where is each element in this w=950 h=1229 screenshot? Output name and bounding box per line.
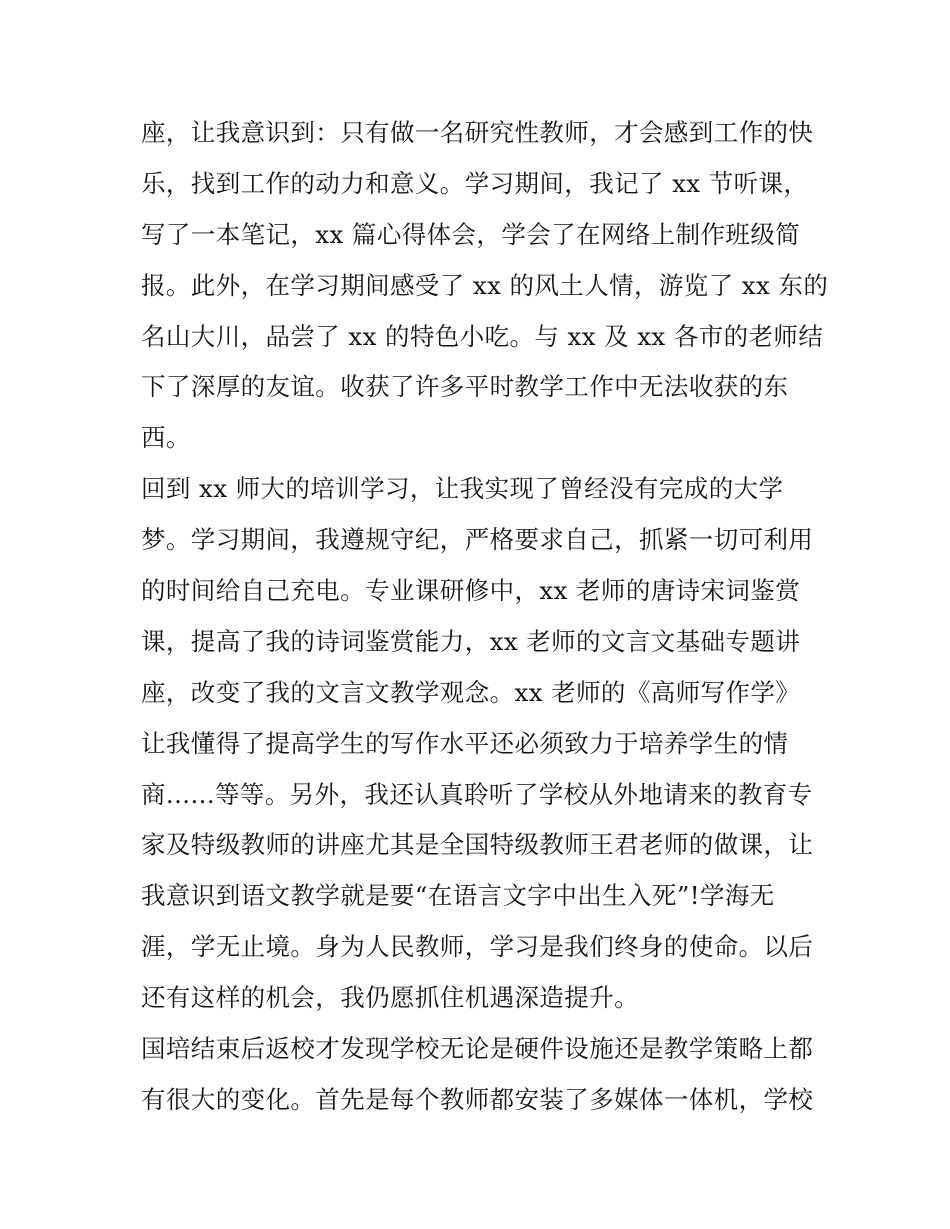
text-line: 还有这样的机会，我仍愿抓住机遇深造提升。 — [141, 983, 639, 1013]
text-line: 座，改变了我的文言文教学观念。xx 老师的《高师写作学》 — [141, 677, 801, 707]
text-line: 我意识到语文教学就是要“在语言文字中出生入死”!学海无 — [141, 881, 775, 911]
body-text — [141, 108, 829, 1126]
text-line: 让我懂得了提高学生的写作水平还必须致力于培养学生的情 — [141, 728, 789, 758]
text-line: 的时间给自己充电。专业课研修中，xx 老师的唐诗宋词鉴赏 — [141, 576, 801, 606]
text-line: 回到 xx 师大的培训学习，让我实现了曾经没有完成的大学 — [141, 474, 784, 504]
text-line: 下了深厚的友谊。收获了许多平时教学工作中无法收获的东 — [141, 372, 789, 402]
text-line: 写了一本笔记，xx 篇心得体会，学会了在网络上制作班级简 — [141, 219, 801, 249]
text-line: 涯，学无止境。身为人民教师，学习是我们终身的使命。以后 — [141, 932, 814, 962]
text-line: 梦。学习期间，我遵规守纪，严格要求自己，抓紧一切可利用 — [141, 525, 814, 555]
text-line: 家及特级教师的讲座尤其是全国特级教师王君老师的做课，让 — [141, 830, 814, 860]
text-line: 名山大川，品尝了 xx 的特色小吃。与 xx 及 xx 各市的老师结 — [141, 321, 824, 351]
text-line: 课，提高了我的诗词鉴赏能力，xx 老师的文言文基础专题讲 — [141, 626, 801, 656]
text-line: 乐，找到工作的动力和意义。学习期间，我记了 xx 节听课， — [141, 168, 809, 198]
text-line: 国培结束后返校才发现学校无论是硬件设施还是教学策略上都 — [141, 1034, 814, 1064]
text-line: 西。 — [141, 423, 191, 453]
text-line: 报。此外，在学习期间感受了 xx 的风土人情，游览了 xx 东的 — [141, 270, 829, 300]
text-line: 有很大的变化。首先是每个教师都安装了多媒体一体机，学校 — [141, 1084, 814, 1114]
text-line: 座，让我意识到：只有做一名研究性教师，才会感到工作的快 — [141, 118, 814, 147]
text-line: 商......等等。另外，我还认真聆听了学校从外地请来的教育专 — [141, 779, 813, 809]
